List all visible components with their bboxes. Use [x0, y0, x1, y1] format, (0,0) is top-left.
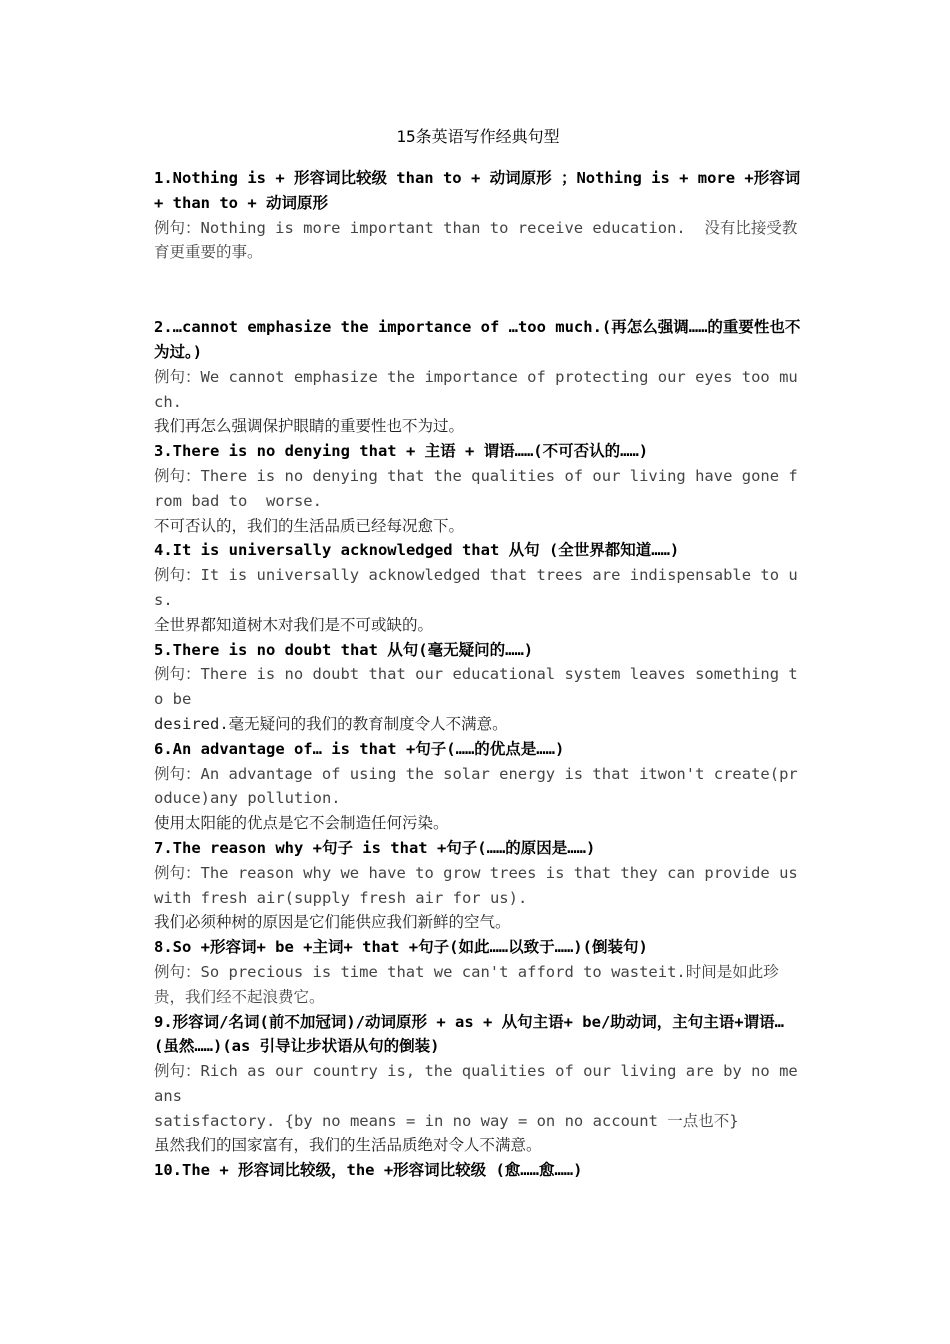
pattern-heading: 9.形容词/名词(前不加冠词)/动词原形 + as + 从句主语+ be/助动词，主句主语+谓语…(虽然……)(as 引导让步状语从句的倒装): [154, 1012, 784, 1056]
pattern-example: 例句：Rich as our country is, the qualities of our living are by no means: [154, 1062, 798, 1105]
pattern-translation: 使用太阳能的优点是它不会制造任何污染。: [154, 814, 449, 833]
pattern-heading: 10.The + 形容词比较级，the +形容词比较级 (愈……愈……): [154, 1161, 583, 1180]
pattern-example: 例句：An advantage of using the solar energy is that itwon't create(produce)any pollution.: [154, 764, 798, 808]
pattern-translation: 我们必须种树的原因是它们能供应我们新鲜的空气。: [154, 913, 511, 932]
pattern-heading: 4.It is universally acknowledged that 从句 (全世界都知道……): [154, 541, 680, 560]
sentence-pattern-2: [154, 315, 802, 439]
pattern-translation: 虽然我们的国家富有，我们的生活品质绝对令人不满意。: [154, 1136, 542, 1155]
sentence-pattern-8: [154, 935, 802, 1009]
sentence-pattern-9: [154, 1010, 802, 1159]
pattern-example: 例句：So precious is time that we can't afford to wasteit.时间是如此珍贵，我们经不起浪费它。: [154, 962, 779, 1006]
sentence-pattern-6: [154, 737, 802, 836]
document-title: 15条英语写作经典句型: [396, 127, 560, 146]
pattern-heading: 6.An advantage of… is that +句子(……的优点是……): [154, 739, 565, 758]
pattern-heading: 5.There is no doubt that 从句(毫无疑问的……): [154, 640, 534, 659]
pattern-heading: 2.…cannot emphasize the importance of …too much.(再怎么强调……的重要性也不为过。): [154, 318, 801, 361]
pattern-heading: 8.So +形容词+ be +主词+ that +句子(如此……以致于……)(倒装句): [154, 938, 648, 957]
spacer: [154, 265, 802, 315]
pattern-example: 例句：It is universally acknowledged that trees are indispensable to us.: [154, 566, 798, 609]
pattern-heading: 3.There is no denying that + 主语 + 谓语……(不可否认的……): [154, 442, 649, 461]
pattern-example: 例句：The reason why we have to grow trees is that they can provide us with fresh air(supply fresh air for us).: [154, 863, 808, 907]
pattern-example: 例句：Nothing is more important than to receive education. 没有比接受教育更重要的事。: [154, 218, 798, 262]
pattern-heading: 1.Nothing is + 形容词比较级 than to + 动词原形 ；Nothing is + more +形容词+ than to + 动词原形: [154, 169, 801, 212]
pattern-translation: 我们再怎么强调保护眼睛的重要性也不为过。: [154, 417, 465, 436]
pattern-translation: 不可否认的，我们的生活品质已经每况愈下。: [154, 516, 465, 535]
document-page: [154, 124, 808, 1183]
sentence-pattern-5: [154, 638, 802, 737]
sentence-pattern-7: [154, 836, 808, 935]
pattern-heading: 7.The reason why +句子 is that +句子(……的原因是……): [154, 838, 596, 857]
pattern-translation: desired.毫无疑问的我们的教育制度令人不满意。: [154, 714, 508, 733]
pattern-example-continued: satisfactory. {by no means = in no way = on no account 一点也不}: [154, 1111, 739, 1130]
sentence-pattern-4: [154, 538, 802, 637]
sentence-pattern-3: [154, 439, 802, 538]
sentence-pattern-1: [154, 166, 802, 265]
pattern-example: 例句：We cannot emphasize the importance of protecting our eyes too much.: [154, 367, 798, 411]
sentence-pattern-10: [154, 1158, 802, 1183]
pattern-example: 例句：There is no denying that the qualities of our living have gone from bad to worse.: [154, 466, 798, 510]
pattern-example: 例句：There is no doubt that our educational system leaves something to be: [154, 665, 798, 709]
pattern-translation: 全世界都知道树木对我们是不可或缺的。: [154, 615, 434, 634]
